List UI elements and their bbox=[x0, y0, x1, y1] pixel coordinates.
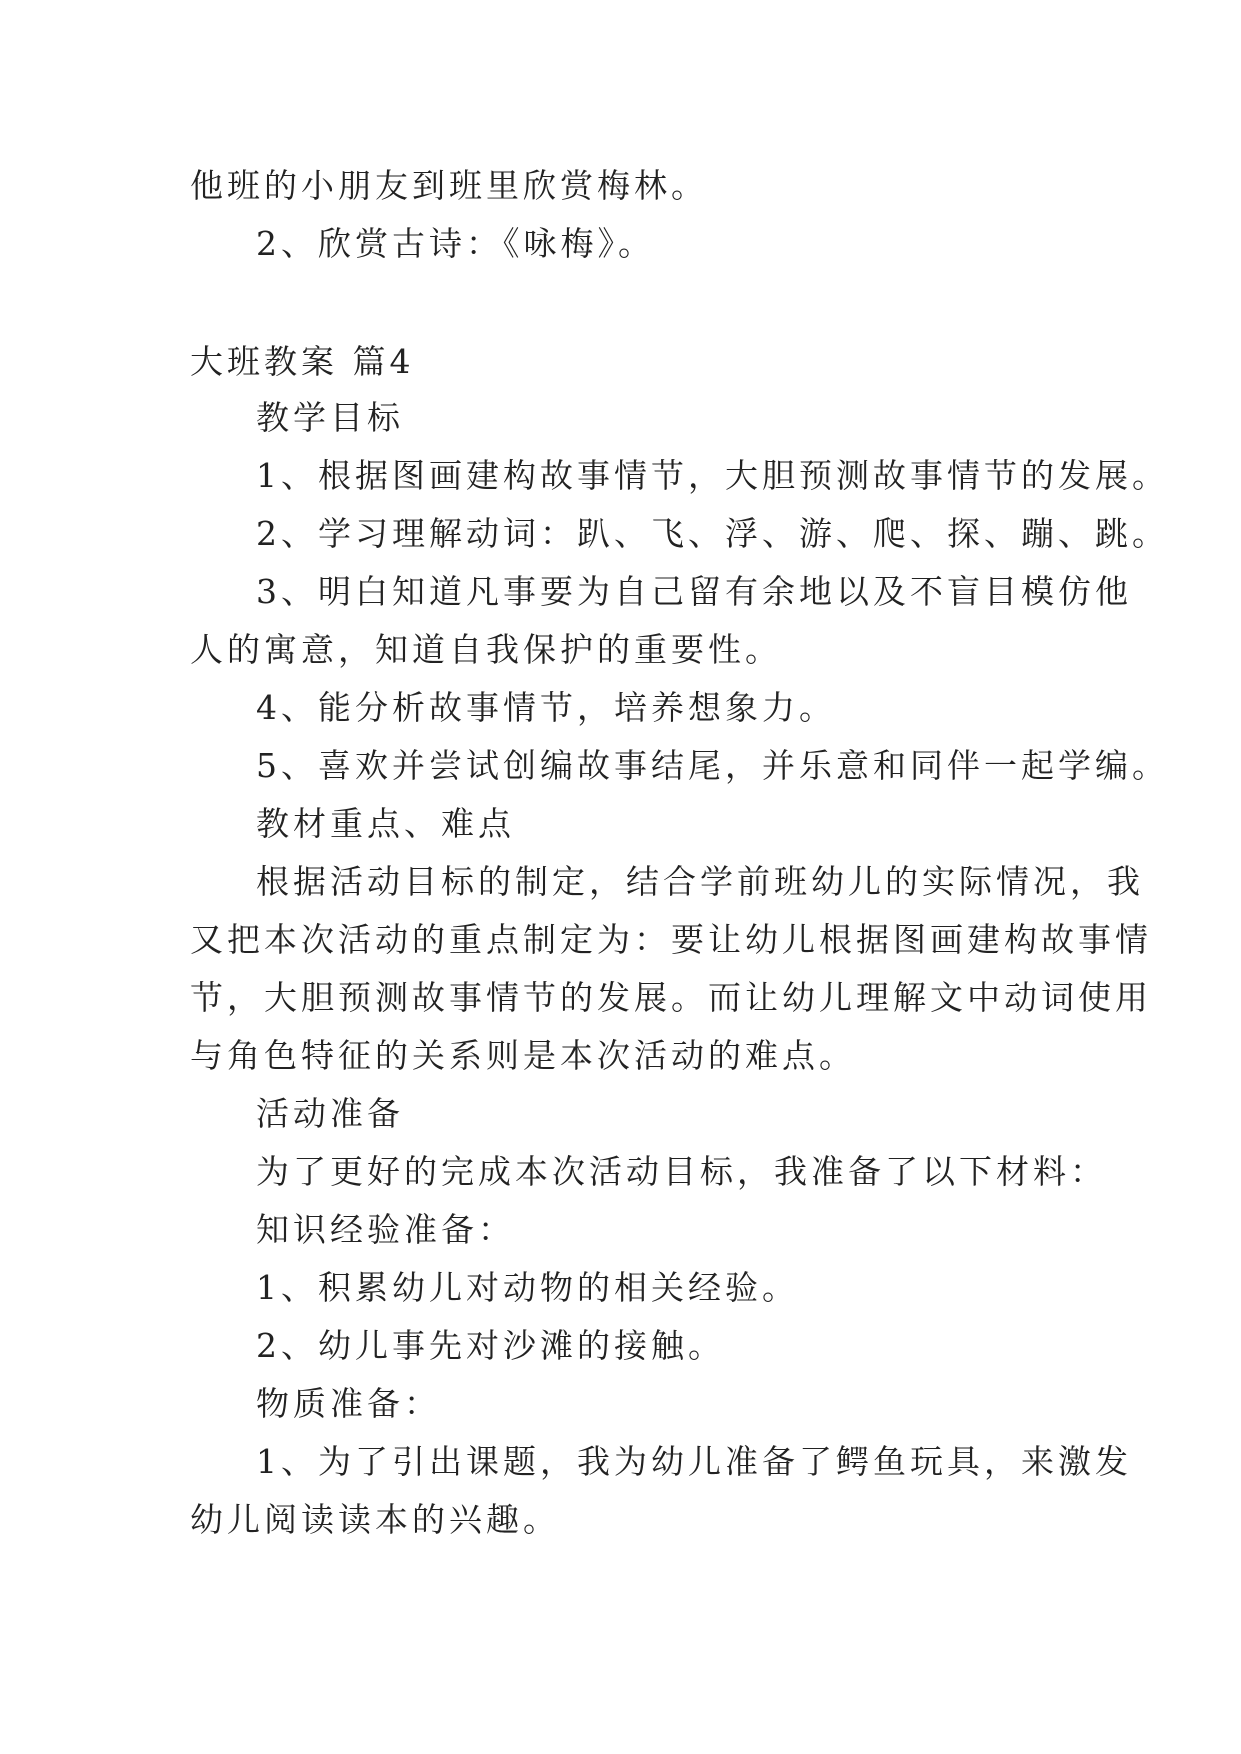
paragraph-line: 人的寓意，知道自我保护的重要性。 bbox=[190, 630, 782, 669]
paragraph-line: 为了更好的完成本次活动目标，我准备了以下材料： bbox=[256, 1152, 1107, 1191]
paragraph-line: 1、根据图画建构故事情节，大胆预测故事情节的发展。 bbox=[256, 456, 1169, 495]
paragraph-line: 3、明白知道凡事要为自己留有余地以及不盲目模仿他 bbox=[256, 572, 1132, 611]
subheading: 教材重点、难点 bbox=[256, 804, 515, 843]
paragraph-line: 1、积累幼儿对动物的相关经验。 bbox=[256, 1268, 799, 1307]
paragraph-line: 又把本次活动的重点制定为：要让幼儿根据图画建构故事情 bbox=[190, 920, 1152, 959]
subheading: 活动准备 bbox=[256, 1094, 404, 1133]
paragraph-line: 1、为了引出课题，我为幼儿准备了鳄鱼玩具，来激发 bbox=[256, 1442, 1132, 1481]
paragraph-line: 2、欣赏古诗：《咏梅》。 bbox=[256, 224, 655, 263]
paragraph-line: 根据活动目标的制定，结合学前班幼儿的实际情况，我 bbox=[256, 862, 1144, 901]
paragraph-line: 2、学习理解动词：趴、飞、浮、游、爬、探、蹦、跳。 bbox=[256, 514, 1169, 553]
paragraph-line: 4、能分析故事情节，培养想象力。 bbox=[256, 688, 836, 727]
paragraph-line: 5、喜欢并尝试创编故事结尾，并乐意和同伴一起学编。 bbox=[256, 746, 1169, 785]
paragraph-line: 物质准备： bbox=[256, 1384, 441, 1423]
subheading: 教学目标 bbox=[256, 398, 404, 437]
paragraph-line: 节，大胆预测故事情节的发展。而让幼儿理解文中动词使用 bbox=[190, 978, 1152, 1017]
paragraph-line: 2、幼儿事先对沙滩的接触。 bbox=[256, 1326, 725, 1365]
section-heading: 大班教案 篇4 bbox=[190, 342, 415, 381]
paragraph-line: 他班的小朋友到班里欣赏梅林。 bbox=[190, 166, 708, 205]
paragraph-line: 与角色特征的关系则是本次活动的难点。 bbox=[190, 1036, 856, 1075]
paragraph-line: 知识经验准备： bbox=[256, 1210, 515, 1249]
paragraph-line: 幼儿阅读读本的兴趣。 bbox=[190, 1500, 560, 1539]
